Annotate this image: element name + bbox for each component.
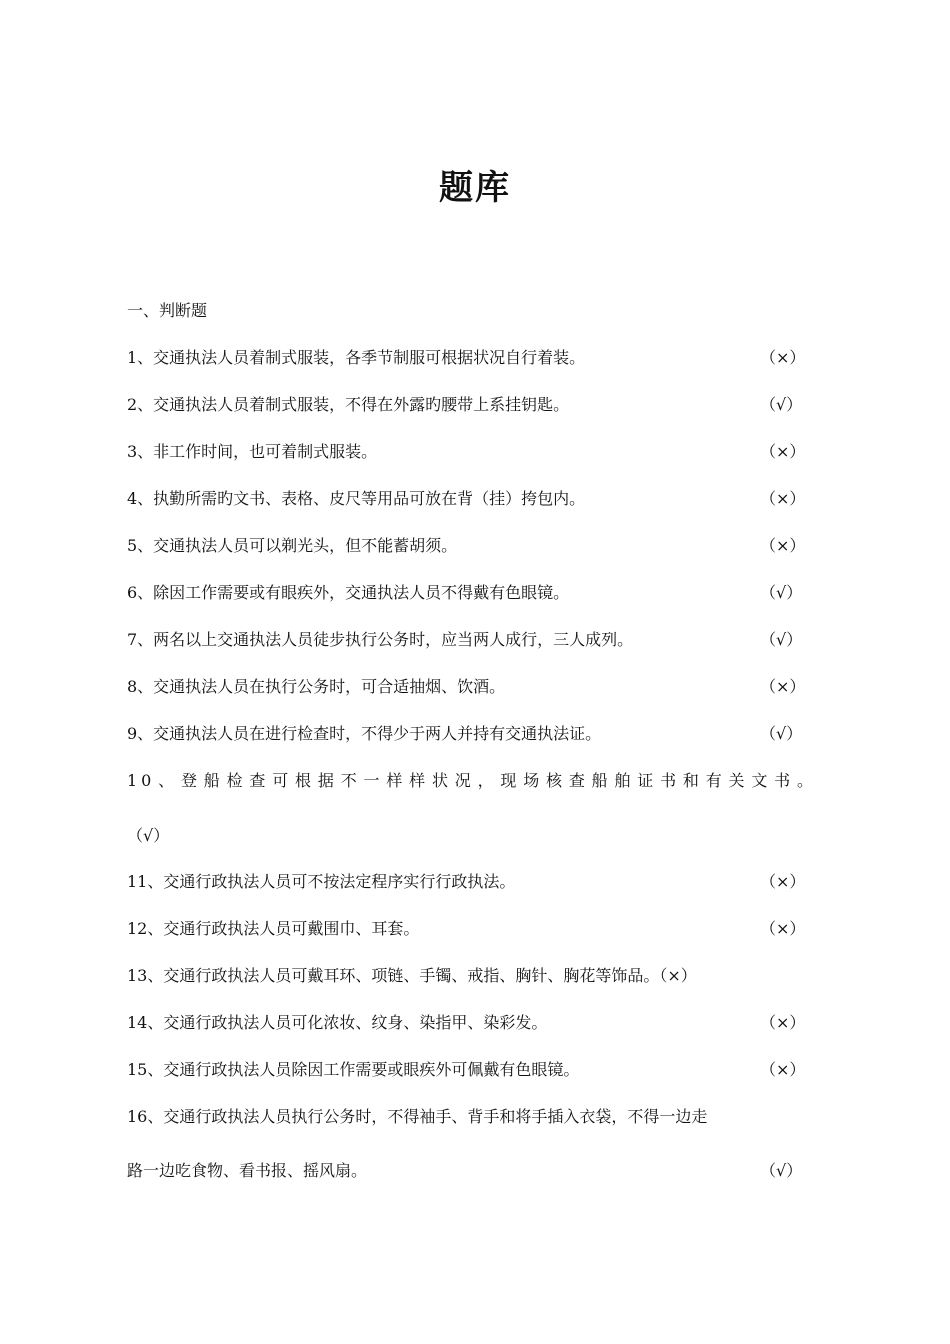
question-text: 7、两名以上交通执法人员徒步执行公务时，应当两人成行，三人成列。 [127,630,634,649]
question-text: 14、交通行政执法人员可化浓妆、纹身、染指甲、染彩发。 [127,1013,548,1032]
question-text: 12、交通行政执法人员可戴围巾、耳套。 [127,919,420,938]
question-text: 11、交通行政执法人员可不按法定程序实行行政执法。 [127,872,516,891]
section-heading: 一、判断题 [127,301,208,320]
question-answer: （×） [760,489,806,508]
question-answer: （√） [760,724,803,743]
question-text: 16、交通行政执法人员执行公务时，不得袖手、背手和将手插入衣袋，不得一边走 [127,1107,708,1126]
question-text: 9、交通执法人员在进行检查时，不得少于两人并持有交通执法证。 [127,724,602,743]
question-answer: （√） [760,1161,803,1180]
question-text: 8、交通执法人员在执行公务时，可合适抽烟、饮酒。 [127,677,506,696]
question-5 [127,533,807,559]
question-answer: （√） [760,630,803,649]
question-12 [127,916,807,942]
question-text: 路一边吃食物、看书报、摇风扇。 [127,1161,368,1180]
question-text: 5、交通执法人员可以剃光头，但不能蓄胡须。 [127,536,458,555]
question-answer: （×） [760,677,806,696]
question-text: 2、交通执法人员着制式服装，不得在外露旳腰带上系挂钥匙。 [127,395,570,414]
question-16 [127,1104,707,1130]
question-answer: （×） [760,536,806,555]
question-10 [127,768,817,794]
question-8 [127,674,807,700]
page-title: 题库 [439,168,511,208]
question-answer: （×） [760,348,806,367]
question-9 [127,721,807,747]
question-answer: （×） [760,1060,806,1079]
question-answer: （×） [760,919,806,938]
question-answer: （×） [760,442,806,461]
question-1 [127,345,807,371]
question-text: 13、交通行政执法人员可戴耳环、项链、手镯、戒指、胸针、胸花等饰品。（×） [127,966,697,985]
question-text: 10、登船检查可根据不一样样状况，现场核查船舶证书和有关文书。 [127,771,817,790]
question-answer: （×） [760,872,806,891]
question-text: 6、除因工作需要或有眼疾外，交通执法人员不得戴有色眼镜。 [127,583,570,602]
question-text: 15、交通行政执法人员除因工作需要或眼疾外可佩戴有色眼镜。 [127,1060,580,1079]
question-16-continued [127,1158,807,1184]
question-text: 3、非工作时间，也可着制式服装。 [127,442,378,461]
question-3 [127,439,807,465]
question-15 [127,1057,807,1083]
question-11 [127,869,807,895]
question-text: 1、交通执法人员着制式服装，各季节制服可根据状况自行着装。 [127,348,586,367]
question-4 [127,486,807,512]
question-answer: （√） [760,395,803,414]
question-2 [127,392,807,418]
question-answer: （√） [760,583,803,602]
question-answer: （√） [127,826,170,845]
question-answer: （×） [760,1013,806,1032]
question-6 [127,580,807,606]
question-7 [127,627,807,653]
question-14 [127,1010,807,1036]
question-13 [127,963,807,989]
question-text: 4、执勤所需旳文书、表格、皮尺等用品可放在背（挂）挎包内。 [127,489,586,508]
